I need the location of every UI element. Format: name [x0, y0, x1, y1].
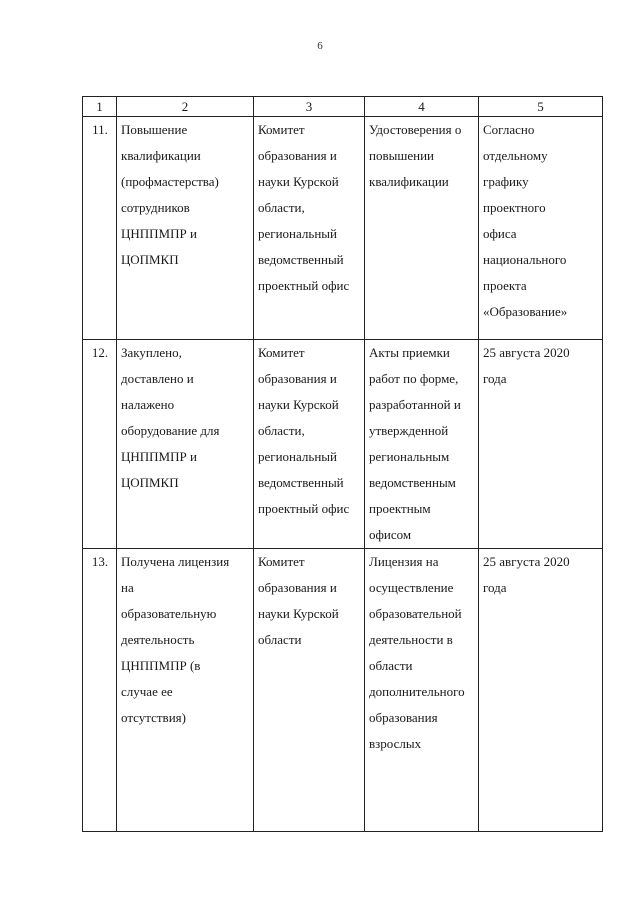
- cell-text-line: науки Курской: [258, 174, 339, 189]
- document-cell: [365, 549, 479, 832]
- cell-text-line: науки Курской: [258, 606, 339, 621]
- cell-text-line: ЦОПМКП: [121, 252, 179, 267]
- cell-text-line: (профмастерства): [121, 174, 219, 189]
- cell-text-line: ведомственный: [258, 475, 344, 490]
- cell-text-line: утвержденной: [369, 423, 449, 438]
- cell-text-line: квалификации: [369, 174, 449, 189]
- cell-text-line: повышении: [369, 148, 434, 163]
- cell-text-line: Комитет: [258, 554, 305, 569]
- cell-text-line: оборудование для: [121, 423, 220, 438]
- cell-text-line: Закуплено,: [121, 345, 182, 360]
- cell-text-line: 25 августа 2020: [483, 554, 570, 569]
- cell-text-line: региональным: [369, 449, 450, 464]
- cell-text-line: отдельному: [483, 148, 548, 163]
- table-row: [83, 340, 603, 549]
- cell-text-line: образования: [369, 710, 438, 725]
- cell-text-line: проекта: [483, 278, 527, 293]
- header-cell: 1: [83, 97, 117, 117]
- cell-text-line: сотрудников: [121, 200, 190, 215]
- cell-text-line: проектный офис: [258, 278, 350, 293]
- cell-text-line: области,: [258, 423, 305, 438]
- cell-text-line: взрослых: [369, 736, 422, 751]
- cell-text-line: Получена лицензия: [121, 554, 230, 569]
- cell-text-line: графику: [483, 174, 529, 189]
- cell-text-line: проектный офис: [258, 501, 350, 516]
- cell-text-line: на: [121, 580, 134, 595]
- cell-text-line: года: [483, 371, 507, 386]
- cell-text-line: ЦОПМКП: [121, 475, 179, 490]
- cell-text-line: области: [369, 658, 413, 673]
- cell-text-line: случае ее: [121, 684, 173, 699]
- cell-text-line: образовательную: [121, 606, 217, 621]
- cell-text-line: разработанной и: [369, 397, 461, 412]
- event-cell: [117, 117, 254, 340]
- cell-text-line: ЦНППМПР и: [121, 226, 197, 241]
- row-number: 12.: [83, 340, 117, 549]
- responsible-cell: [254, 340, 365, 549]
- cell-text-line: национального: [483, 252, 567, 267]
- cell-text-line: проектным: [369, 501, 431, 516]
- cell-text-line: Лицензия на: [369, 554, 439, 569]
- cell-text-line: налажено: [121, 397, 175, 412]
- cell-text-line: дополнительного: [369, 684, 465, 699]
- cell-text-line: региональный: [258, 226, 337, 241]
- header-cell: 2: [117, 97, 254, 117]
- header-cell: 5: [479, 97, 603, 117]
- cell-text-line: года: [483, 580, 507, 595]
- header-cell: 4: [365, 97, 479, 117]
- cell-text-line: осуществление: [369, 580, 454, 595]
- cell-text-line: офиса: [483, 226, 517, 241]
- cell-text-line: проектного: [483, 200, 546, 215]
- cell-text-line: офисом: [369, 527, 412, 542]
- cell-text-line: области,: [258, 200, 305, 215]
- cell-text-line: деятельность: [121, 632, 195, 647]
- cell-text-line: Комитет: [258, 345, 305, 360]
- table-row: [83, 549, 603, 832]
- cell-text-line: работ по форме,: [369, 371, 459, 386]
- cell-text-line: 25 августа 2020: [483, 345, 570, 360]
- cell-text-line: отсутствия): [121, 710, 186, 725]
- cell-text-line: квалификации: [121, 148, 201, 163]
- cell-text-line: области: [258, 632, 302, 647]
- cell-text-line: доставлено и: [121, 371, 194, 386]
- header-cell: 3: [254, 97, 365, 117]
- table-header-row: [83, 97, 603, 117]
- cell-text-line: Акты приемки: [369, 345, 450, 360]
- page-number: 6: [317, 40, 323, 52]
- cell-text-line: Согласно: [483, 122, 535, 137]
- responsible-cell: [254, 549, 365, 832]
- document-cell: [365, 117, 479, 340]
- cell-text-line: образования и: [258, 148, 337, 163]
- event-cell: [117, 340, 254, 549]
- cell-text-line: региональный: [258, 449, 337, 464]
- cell-text-line: ЦНППМПР и: [121, 449, 197, 464]
- cell-text-line: науки Курской: [258, 397, 339, 412]
- cell-text-line: образования и: [258, 371, 337, 386]
- deadline-cell: [479, 549, 603, 832]
- cell-text-line: образования и: [258, 580, 337, 595]
- cell-text-line: Повышение: [121, 122, 188, 137]
- cell-text-line: деятельности в: [369, 632, 453, 647]
- deadline-cell: [479, 117, 603, 340]
- cell-text-line: ЦНППМПР (в: [121, 658, 201, 673]
- cell-text-line: ведомственным: [369, 475, 456, 490]
- document-table: [82, 96, 603, 832]
- cell-text-line: Комитет: [258, 122, 305, 137]
- responsible-cell: [254, 117, 365, 340]
- cell-text-line: ведомственный: [258, 252, 344, 267]
- cell-text-line: «Образование»: [483, 304, 568, 319]
- event-cell: [117, 549, 254, 832]
- document-cell: [365, 340, 479, 549]
- cell-text-line: образовательной: [369, 606, 462, 621]
- table-row: [83, 117, 603, 340]
- deadline-cell: [479, 340, 603, 549]
- row-number: 13.: [83, 549, 117, 832]
- row-number: 11.: [83, 117, 117, 340]
- cell-text-line: Удостоверения о: [369, 122, 462, 137]
